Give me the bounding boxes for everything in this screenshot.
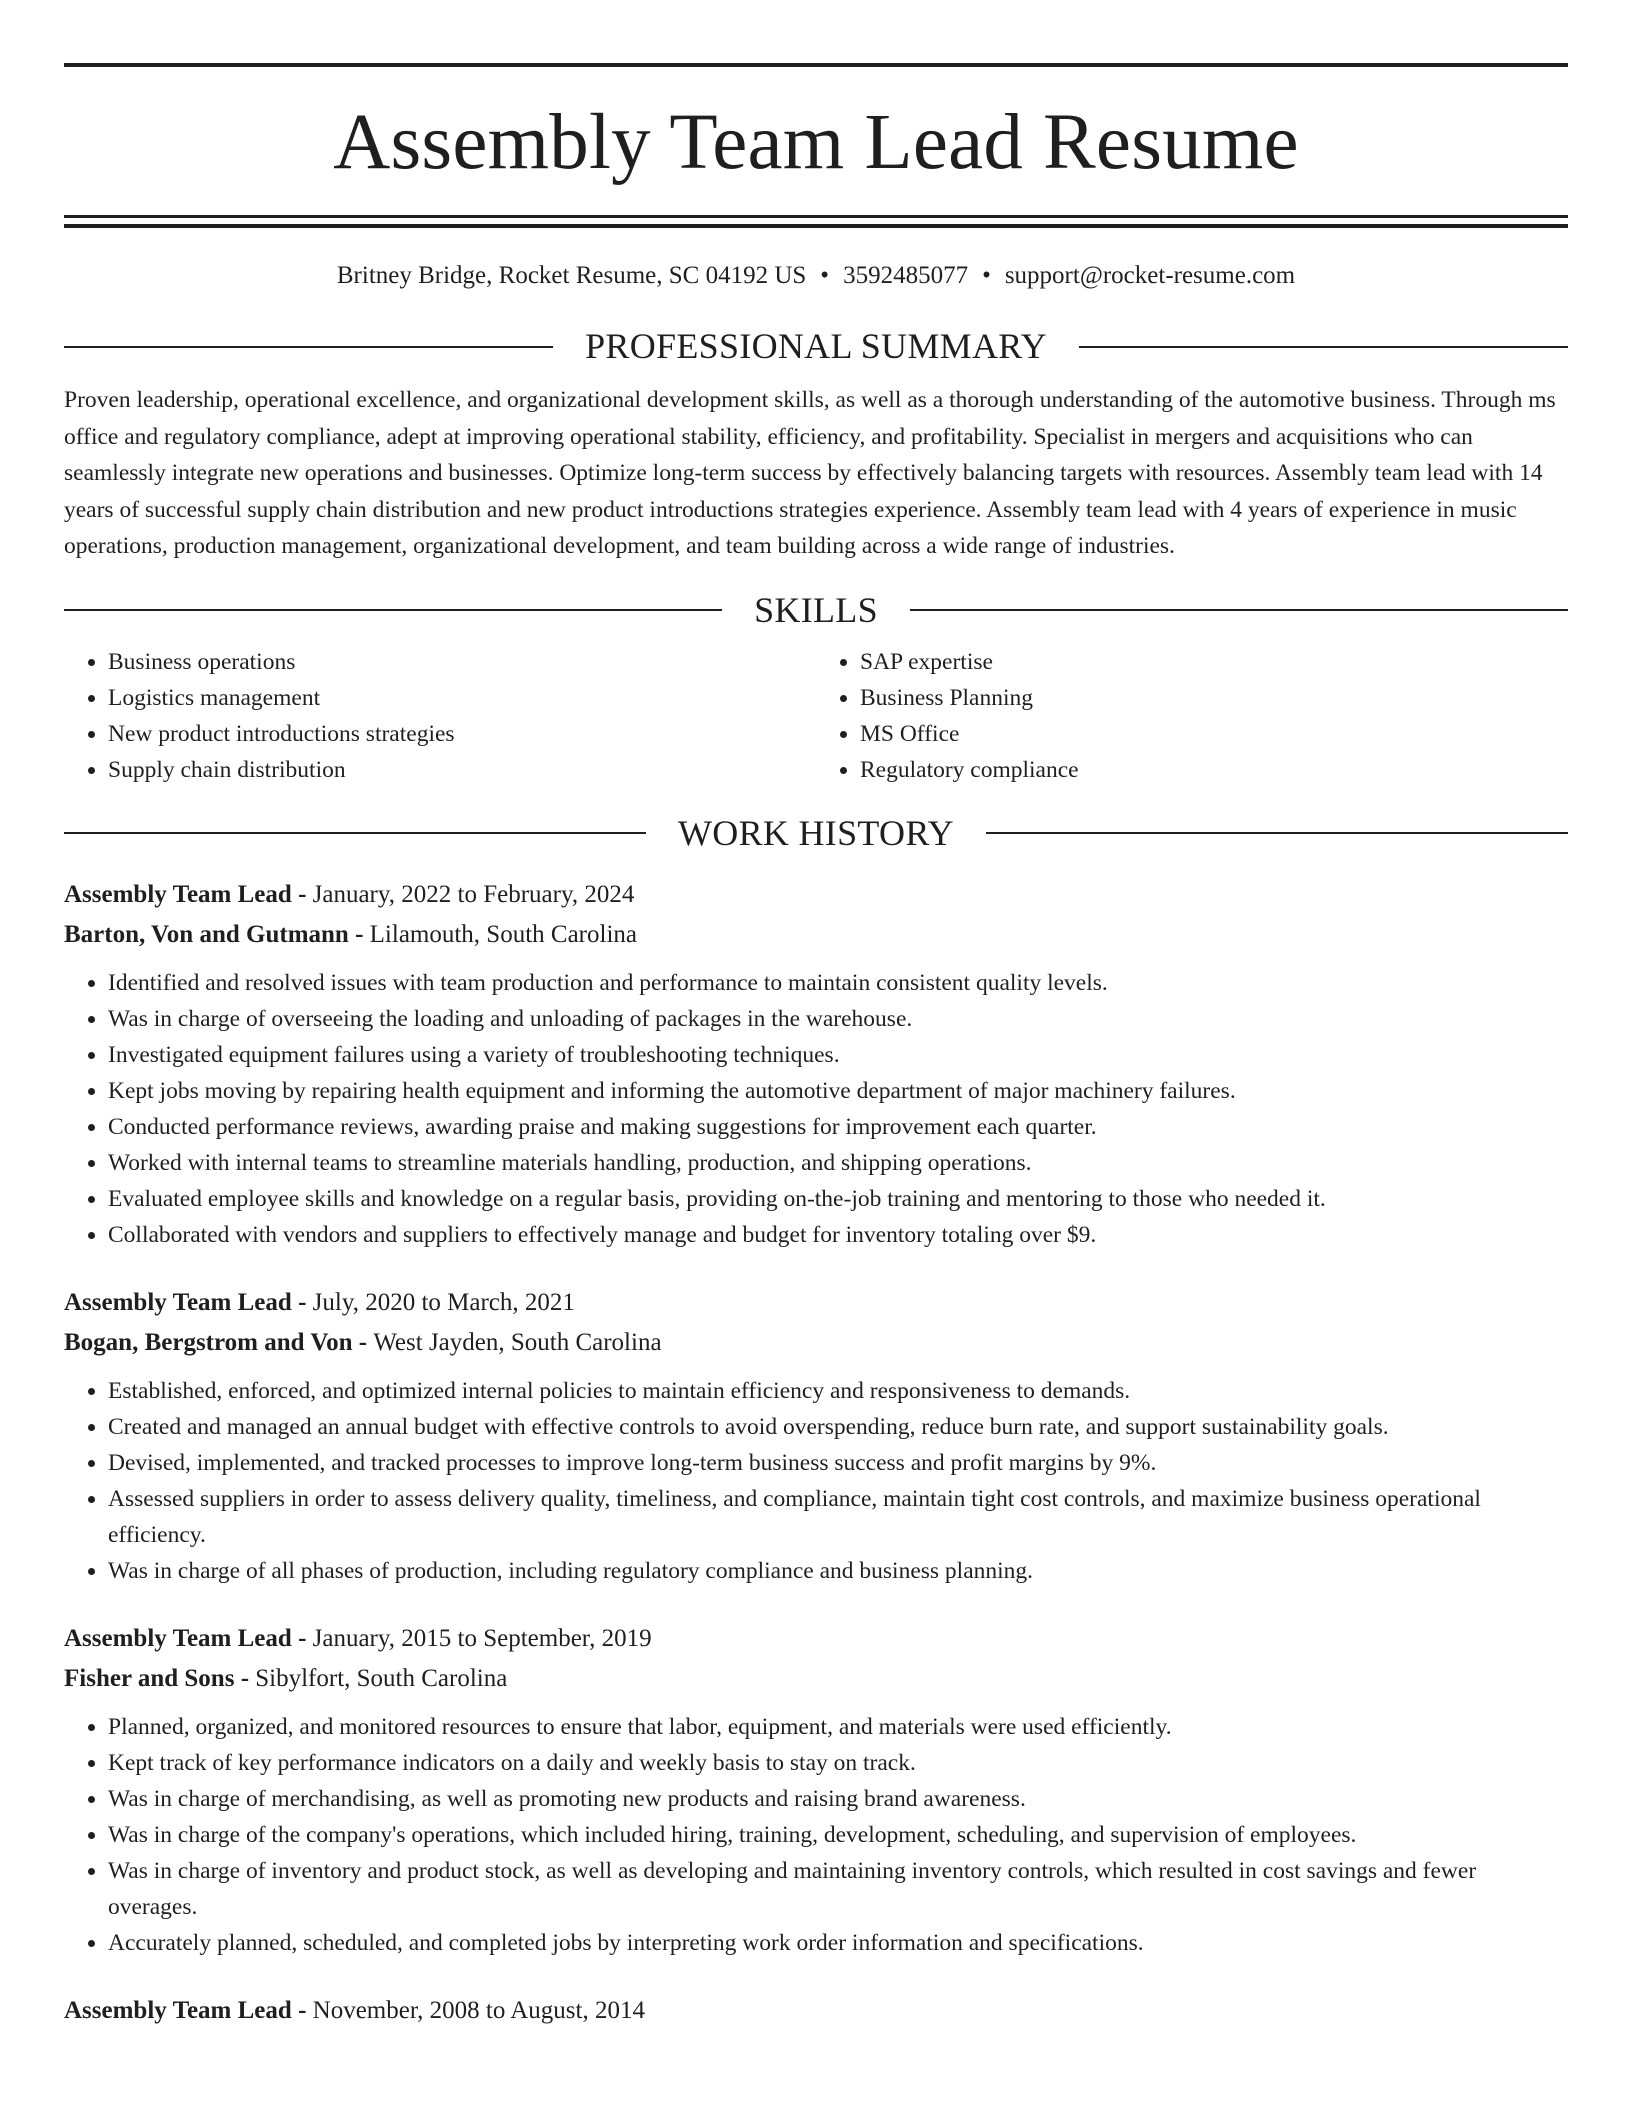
job-bullet: • Collaborated with vendors and suppliers to effectively manage and budget for inventory totaling over $9. <box>108 1217 1568 1253</box>
job-company: Fisher and Sons <box>64 1665 235 1693</box>
job-company-line: Bogan, Bergstrom and Von - West Jayden, South Carolina <box>64 1329 662 1357</box>
job-bullet: • Was in charge of merchandising, as well as promoting new products and raising brand awareness. <box>108 1781 1568 1817</box>
job-entry <box>64 875 1568 1253</box>
job-dates: January, 2015 to September, 2019 <box>312 1625 652 1653</box>
job-title-line: Assembly Team Lead - January, 2015 to September, 2019 <box>64 1625 652 1653</box>
skills-list <box>64 644 1568 788</box>
summary-text: Proven leadership, operational excellence, and organizational development skills, as well as a thorough understanding of the automotive business. Through ms office and regulatory compliance, adept at improving operational stability, efficiency, and profitability. Specialist in mergers and acquisitions who can seamlessly integrate new operations and businesses. Optimize long-term success by effectively balancing targets with resources. Assembly team lead with 14 years of successful supply chain distribution and new product introductions strategies experience. Assembly team lead with 4 years of experience in music operations, production management, organizational development, and team building across a wide range of industries. <box>64 387 1556 560</box>
job-company: Bogan, Bergstrom and Von <box>64 1329 353 1357</box>
job-company: Barton, Von and Gutmann <box>64 921 349 949</box>
skills-section-header <box>64 589 1568 632</box>
summary-section-header <box>64 325 1568 368</box>
skill-item: • Business operations <box>108 644 816 680</box>
job-bullet: • Conducted performance reviews, awarding praise and making suggestions for improvement each quarter. <box>108 1109 1568 1145</box>
job-title-line: Assembly Team Lead - November, 2008 to August, 2014 <box>64 1997 645 2025</box>
job-dates: July, 2020 to March, 2021 <box>312 1289 575 1317</box>
job-bullet: • Was in charge of the company's operations, which included hiring, training, development, scheduling, and supervision of employees. <box>108 1817 1568 1853</box>
summary-heading: PROFESSIONAL SUMMARY <box>585 326 1047 366</box>
work-heading: WORK HISTORY <box>678 812 954 853</box>
job-bullet: • Was in charge of all phases of production, including regulatory compliance and business planning. <box>108 1553 1568 1589</box>
job-bullet: • Accurately planned, scheduled, and completed jobs by interpreting work order information and specifications. <box>108 1925 1568 1961</box>
skills-column-left <box>64 644 816 788</box>
contact-email[interactable]: support@rocket-resume.com <box>1004 262 1296 289</box>
job-bullet: • Devised, implemented, and tracked processes to improve long-term business success and profit margins by 9%. <box>108 1445 1568 1481</box>
job-title-line: Assembly Team Lead - July, 2020 to March, 2021 <box>64 1289 575 1317</box>
job-dates: November, 2008 to August, 2014 <box>312 1997 645 2025</box>
job-location: Sibylfort, South Carolina <box>255 1665 508 1693</box>
skill-item: • MS Office <box>860 716 1568 752</box>
contact-separator: • <box>820 262 830 289</box>
skill-item: • SAP expertise <box>860 644 1568 680</box>
job-entry <box>64 1619 1568 1961</box>
job-entry <box>64 1991 1568 2031</box>
job-entry <box>64 1283 1568 1589</box>
job-bullets <box>64 1709 1568 1961</box>
header-rule-right <box>910 609 1568 611</box>
job-company-line: Barton, Von and Gutmann - Lilamouth, South Carolina <box>64 921 637 949</box>
job-title: Assembly Team Lead <box>64 1625 292 1653</box>
header-rule-right <box>1079 346 1568 348</box>
header-rule-right <box>986 832 1568 834</box>
work-section-header <box>64 812 1568 855</box>
title-double-rule <box>64 215 1568 228</box>
header-rule-left <box>64 346 553 348</box>
skill-item: • New product introductions strategies <box>108 716 816 752</box>
job-title: Assembly Team Lead <box>64 881 292 909</box>
job-location: West Jayden, South Carolina <box>373 1329 662 1357</box>
job-bullets <box>64 1373 1568 1589</box>
job-bullet: • Established, enforced, and optimized internal policies to maintain efficiency and responsiveness to demands. <box>108 1373 1568 1409</box>
skills-heading: SKILLS <box>754 589 878 630</box>
job-bullet: • Kept track of key performance indicators on a daily and weekly basis to stay on track. <box>108 1745 1568 1781</box>
job-bullet: • Worked with internal teams to streamline materials handling, production, and shipping operations. <box>108 1145 1568 1181</box>
contact-line <box>64 261 1568 291</box>
job-location: Lilamouth, South Carolina <box>369 921 637 949</box>
skill-item: • Logistics management <box>108 680 816 716</box>
contact-phone: 3592485077 <box>843 262 969 289</box>
header-rule-left <box>64 832 646 834</box>
job-bullet: • Planned, organized, and monitored resources to ensure that labor, equipment, and materials were used efficiently. <box>108 1709 1568 1745</box>
skill-item: • Business Planning <box>860 680 1568 716</box>
job-bullet: • Kept jobs moving by repairing health equipment and informing the automotive department of major machinery failures. <box>108 1073 1568 1109</box>
skill-item: • Supply chain distribution <box>108 752 816 788</box>
job-bullet: • Investigated equipment failures using a variety of troubleshooting techniques. <box>108 1037 1568 1073</box>
job-title-line: Assembly Team Lead - January, 2022 to February, 2024 <box>64 881 635 909</box>
job-title: Assembly Team Lead <box>64 1289 292 1317</box>
resume-page <box>64 0 1568 2031</box>
contact-address: Britney Bridge, Rocket Resume, SC 04192 US <box>336 262 807 289</box>
job-bullet: • Evaluated employee skills and knowledge on a regular basis, providing on-the-job training and mentoring to those who needed it. <box>108 1181 1568 1217</box>
job-bullet: • Created and managed an annual budget with effective controls to avoid overspending, reduce burn rate, and support sustainability goals. <box>108 1409 1568 1445</box>
job-title: Assembly Team Lead <box>64 1997 292 2025</box>
contact-separator: • <box>982 262 991 289</box>
job-bullets <box>64 965 1568 1253</box>
skills-column-right <box>816 644 1568 788</box>
top-rule <box>64 63 1568 67</box>
job-bullet: • Assessed suppliers in order to assess delivery quality, timeliness, and compliance, maintain tight cost controls, and maximize business operational efficiency. <box>108 1481 1568 1553</box>
skill-item: • Regulatory compliance <box>860 752 1568 788</box>
page-title: Assembly Team Lead Resume <box>333 99 1299 186</box>
header-rule-left <box>64 609 722 611</box>
job-bullet: • Was in charge of overseeing the loading and unloading of packages in the warehouse. <box>108 1001 1568 1037</box>
job-bullet: • Identified and resolved issues with team production and performance to maintain consistent quality levels. <box>108 965 1568 1001</box>
job-company-line: Fisher and Sons - Sibylfort, South Carolina <box>64 1665 508 1693</box>
job-bullet: • Was in charge of inventory and product stock, as well as developing and maintaining inventory controls, which resulted in cost savings and fewer overages. <box>108 1853 1568 1925</box>
job-dates: January, 2022 to February, 2024 <box>312 881 635 909</box>
